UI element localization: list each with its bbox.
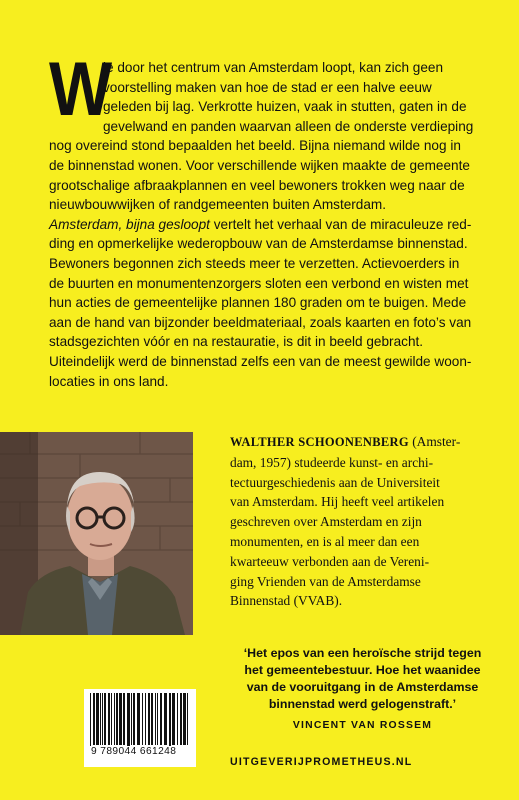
blurb-line: grootschalige afbraakplannen en veel bewoners trokken weg naar de <box>49 177 465 193</box>
blurb-line-rest: vertelt het verhaal van de miraculeuze red- <box>209 216 472 232</box>
book-title: Amsterdam, bijna gesloopt <box>49 216 210 232</box>
quote-line: het gemeentebestuur. Hoe het waanidee <box>244 663 481 677</box>
blurb-line: gevelwand en panden waarvan alleen de onderste verdieping <box>103 118 474 134</box>
bio-line <box>230 432 495 453</box>
author-photo <box>0 432 193 635</box>
blurb-line: de binnenstad wonen. Voor verschillende wijken maakte de gemeente <box>49 157 470 173</box>
back-cover-blurb <box>49 47 489 391</box>
blurb-line: nieuwbouwwijken of randgemeenten buiten Amsterdam. <box>49 197 387 213</box>
review-quote <box>230 645 495 713</box>
blurb-line: aan de hand van bijzonder beeldmateriaal, zoals kaarten en foto’s van <box>49 314 472 330</box>
blurb-line: locaties in ons land. <box>49 373 169 389</box>
blurb-line: Bewoners begonnen zich steeds meer te verzetten. Actievoerders in <box>49 255 460 271</box>
author-name: WALTHER SCHOONENBERG <box>230 435 409 449</box>
quote-line: van de vooruitgang in de Amsterdamse <box>246 680 479 694</box>
blurb-line: ie door het centrum van Amsterdam loopt, kan zich geen <box>103 60 444 75</box>
author-bio <box>230 432 495 611</box>
blurb-line: nog overeind stond bepaalden het beeld. Bijna niemand wilde nog in <box>49 138 461 154</box>
publisher-url: UITGEVERIJPROMETHEUS.NL <box>230 756 413 768</box>
blurb-line: geleden bij lag. Verkrotte huizen, vaak in stutten, gaten in de <box>103 99 467 115</box>
blurb-line: de buurten en monumentenzorgers sloten een verbond en wisten met <box>49 275 469 291</box>
bio-line: van Amsterdam. Hij heeft veel artikelen <box>230 494 445 510</box>
bio-line: tectuurgeschiedenis aan de Universiteit <box>230 474 440 490</box>
isbn-number: 9 789044 661248 <box>91 746 177 757</box>
blurb-line: voorstelling maken van hoe de stad er een halve eeuw <box>103 79 432 95</box>
quote-line: binnenstad werd gelogenstraft.’ <box>268 697 457 711</box>
bio-line: monumenten, en is al meer dan een <box>230 533 420 549</box>
blurb-line: Uiteindelijk werd de binnenstad zelfs een van de meest gewilde woon- <box>49 353 472 369</box>
bio-line: dam, 1957) studeerde kunst- en archi- <box>230 454 434 470</box>
barcode-bars <box>84 689 196 749</box>
blurb-line: hun acties de gemeentelijke plannen 180 graden om te buigen. Mede <box>49 295 467 311</box>
bio-line: kwarteeuw verbonden aan de Vereni- <box>230 553 430 569</box>
bio-line-rest: (Amster- <box>408 434 461 449</box>
blurb-line <box>49 215 489 235</box>
quote-line: ‘Het epos van een heroïsche strijd tegen <box>243 646 482 660</box>
bio-line: Binnenstad (VVAB). <box>230 593 343 609</box>
blurb-line: ding en opmerkelijke wederopbouw van de Amsterdamse binnenstad. <box>49 236 468 252</box>
blurb-line: stadsgezichten vóór en na restauratie, is dit in beeld gebracht. <box>49 334 424 350</box>
bio-line: geschreven over Amsterdam en zijn <box>230 514 422 530</box>
quote-author: VINCENT VAN ROSSEM <box>292 720 433 731</box>
drop-cap: W <box>49 47 113 132</box>
bio-line: ging Vrienden van de Amsterdamse <box>230 573 421 589</box>
